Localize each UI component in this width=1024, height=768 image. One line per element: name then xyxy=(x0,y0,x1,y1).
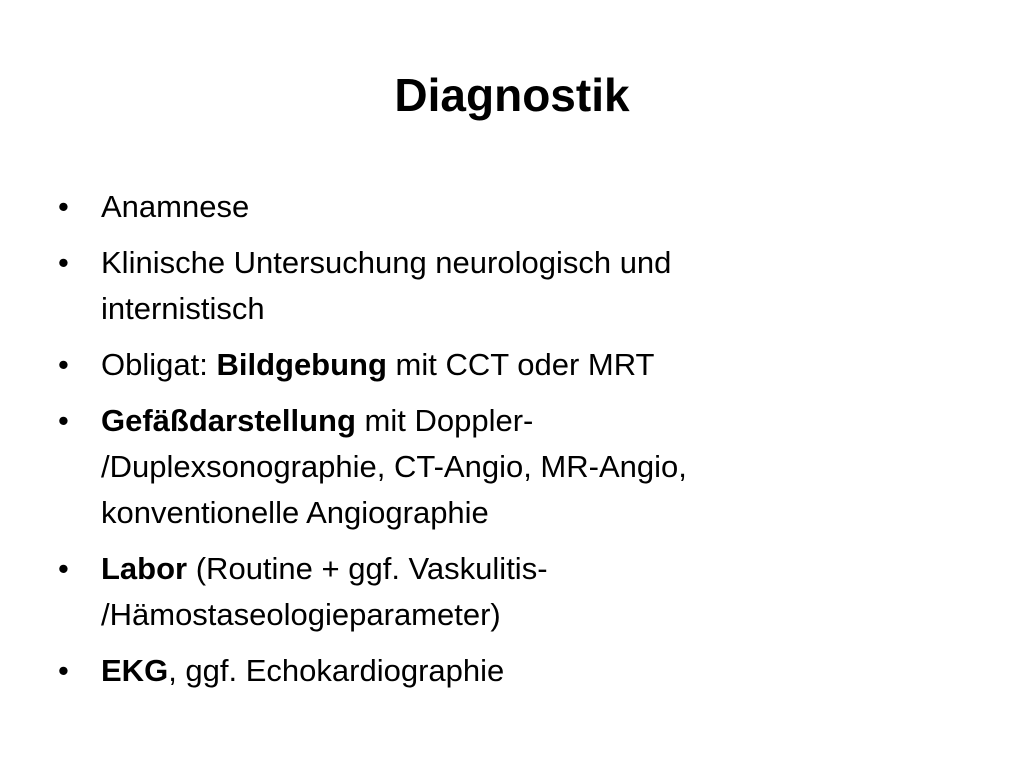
list-item xyxy=(58,184,958,230)
list-item xyxy=(58,240,958,332)
slide-title: Diagnostik xyxy=(394,69,630,121)
list-item xyxy=(58,648,958,694)
item-text: mit CCT oder MRT xyxy=(386,347,655,382)
item-text: Obligat: xyxy=(101,347,217,382)
item-emphasis: Labor xyxy=(101,551,188,586)
list-item xyxy=(58,546,958,638)
item-text: mit Doppler- xyxy=(355,403,534,438)
bullet-icon: • xyxy=(58,551,69,586)
bullet-icon: • xyxy=(58,403,69,438)
item-text: Klinische Untersuchung neurologisch und xyxy=(101,245,672,280)
bullet-icon: • xyxy=(58,189,69,224)
bullet-icon: • xyxy=(58,653,69,688)
item-text: , ggf. Echokardiographie xyxy=(168,653,505,688)
item-text: Anamnese xyxy=(101,189,250,224)
list-item xyxy=(58,398,958,536)
item-emphasis: Bildgebung xyxy=(216,347,387,382)
item-text: (Routine + ggf. Vaskulitis- xyxy=(187,551,548,586)
bullet-list xyxy=(58,184,958,694)
item-text: /Duplexsonographie, CT-Angio, MR-Angio, xyxy=(101,449,687,484)
item-emphasis: EKG xyxy=(101,653,169,688)
item-text: /Hämostaseologieparameter) xyxy=(101,597,501,632)
item-text: konventionelle Angiographie xyxy=(101,495,489,530)
item-emphasis: Gefäßdarstellung xyxy=(101,403,356,438)
bullet-icon: • xyxy=(58,347,69,382)
item-text: internistisch xyxy=(101,291,265,326)
list-item xyxy=(58,342,958,388)
bullet-icon: • xyxy=(58,245,69,280)
